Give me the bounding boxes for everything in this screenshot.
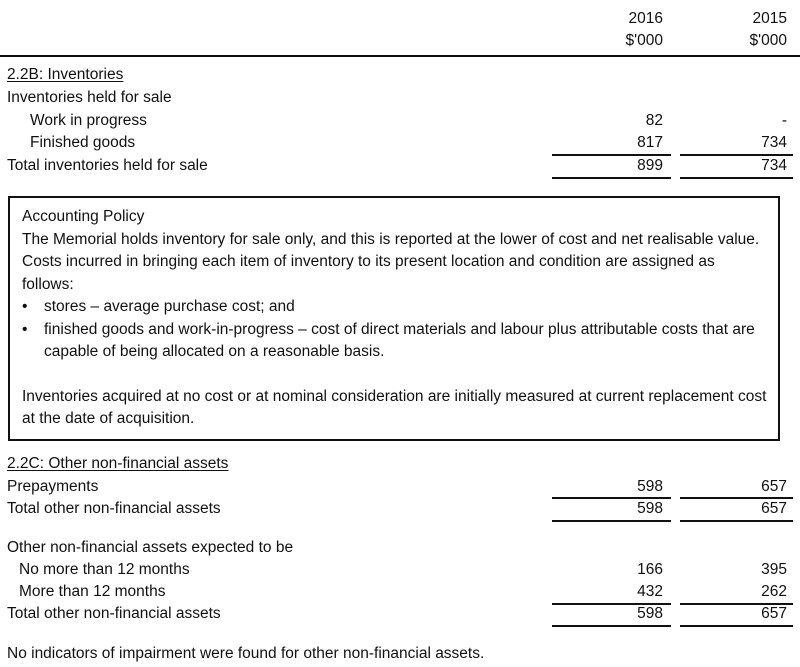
total-rule-bottom-2015 xyxy=(680,177,793,179)
column-header-2015-unit: $'000 xyxy=(749,32,787,49)
total-rule-top-2015 xyxy=(680,497,793,499)
accounting-policy-box xyxy=(8,196,780,441)
inventories-subheading: Inventories held for sale xyxy=(7,89,172,106)
section-heading-inventories: 2.2B: Inventories xyxy=(7,66,124,83)
row-value-total-inventories-2015: 734 xyxy=(761,157,787,174)
section-heading-other-assets: 2.2C: Other non-financial assets xyxy=(7,455,229,472)
bullet-dot-icon: • xyxy=(22,298,28,315)
total-rule-bottom-2015 xyxy=(680,625,793,627)
row-value-finished-goods-2015: 734 xyxy=(761,134,787,151)
policy-bullet xyxy=(22,296,767,319)
bullet-dot-icon: • xyxy=(22,320,28,338)
total-rule-bottom-2016 xyxy=(552,625,671,627)
total-rule-top-2015 xyxy=(680,154,793,156)
column-header-2016-unit: $'000 xyxy=(625,32,663,49)
row-value-finished-goods-2016: 817 xyxy=(637,134,663,151)
policy-bullet-text: stores – average purchase cost; and xyxy=(44,298,295,315)
row-value-no-more-than-12-months-2016: 166 xyxy=(637,561,663,578)
row-value-total-other-assets-2015: 657 xyxy=(761,500,787,517)
row-label-prepayments: Prepayments xyxy=(7,478,99,495)
policy-title: Accounting Policy xyxy=(22,208,145,225)
total-rule-bottom-2016 xyxy=(552,520,671,522)
expected-heading: Other non-financial assets expected to be xyxy=(7,539,294,556)
total-rule-top-2016 xyxy=(552,154,671,156)
row-label-no-more-than-12-months: No more than 12 months xyxy=(19,561,190,578)
row-label-work-in-progress: Work in progress xyxy=(30,112,147,129)
row-value-total-inventories-2016: 899 xyxy=(637,157,663,174)
row-value-expected-total-2015: 657 xyxy=(761,605,787,622)
row-value-prepayments-2015: 657 xyxy=(761,478,787,495)
column-header-2016-year: 2016 xyxy=(628,10,663,27)
row-label-finished-goods: Finished goods xyxy=(30,134,136,151)
row-label-more-than-12-months: More than 12 months xyxy=(19,583,166,600)
row-value-no-more-than-12-months-2015: 395 xyxy=(761,561,787,578)
total-rule-top-2016 xyxy=(552,497,671,499)
row-value-more-than-12-months-2015: 262 xyxy=(761,583,787,600)
row-label-total-other-assets: Total other non-financial assets xyxy=(7,500,221,517)
column-header-2015-year: 2015 xyxy=(752,10,787,27)
policy-paragraph-1: The Memorial holds inventory for sale only, and this is reported at the lower of cost and net realisable value. Costs incurred in bringing each item of inventory to its present location and condition are assigned as follows: xyxy=(22,230,760,293)
total-rule-bottom-2016 xyxy=(552,177,671,179)
impairment-footnote: No indicators of impairment were found for other non-financial assets. xyxy=(7,645,485,662)
row-label-expected-total: Total other non-financial assets xyxy=(7,605,221,622)
row-value-total-other-assets-2016: 598 xyxy=(637,500,663,517)
policy-paragraph-2: Inventories acquired at no cost or at nominal consideration are initially measured at current replacement cost at the date of acquisition. xyxy=(22,387,767,427)
row-value-prepayments-2016: 598 xyxy=(637,478,663,495)
row-value-expected-total-2016: 598 xyxy=(637,605,663,622)
row-value-work-in-progress-2016: 82 xyxy=(645,112,663,129)
row-label-total-inventories: Total inventories held for sale xyxy=(7,157,208,174)
total-rule-bottom-2015 xyxy=(680,520,793,522)
policy-bullet xyxy=(22,319,767,364)
row-value-more-than-12-months-2016: 432 xyxy=(637,583,663,600)
header-rule xyxy=(0,55,800,57)
row-value-work-in-progress-2015: - xyxy=(781,112,787,129)
policy-bullet-text: finished goods and work-in-progress – cost of direct materials and labour plus attributable costs that are capable of being allocated on a reasonable basis. xyxy=(44,320,755,360)
